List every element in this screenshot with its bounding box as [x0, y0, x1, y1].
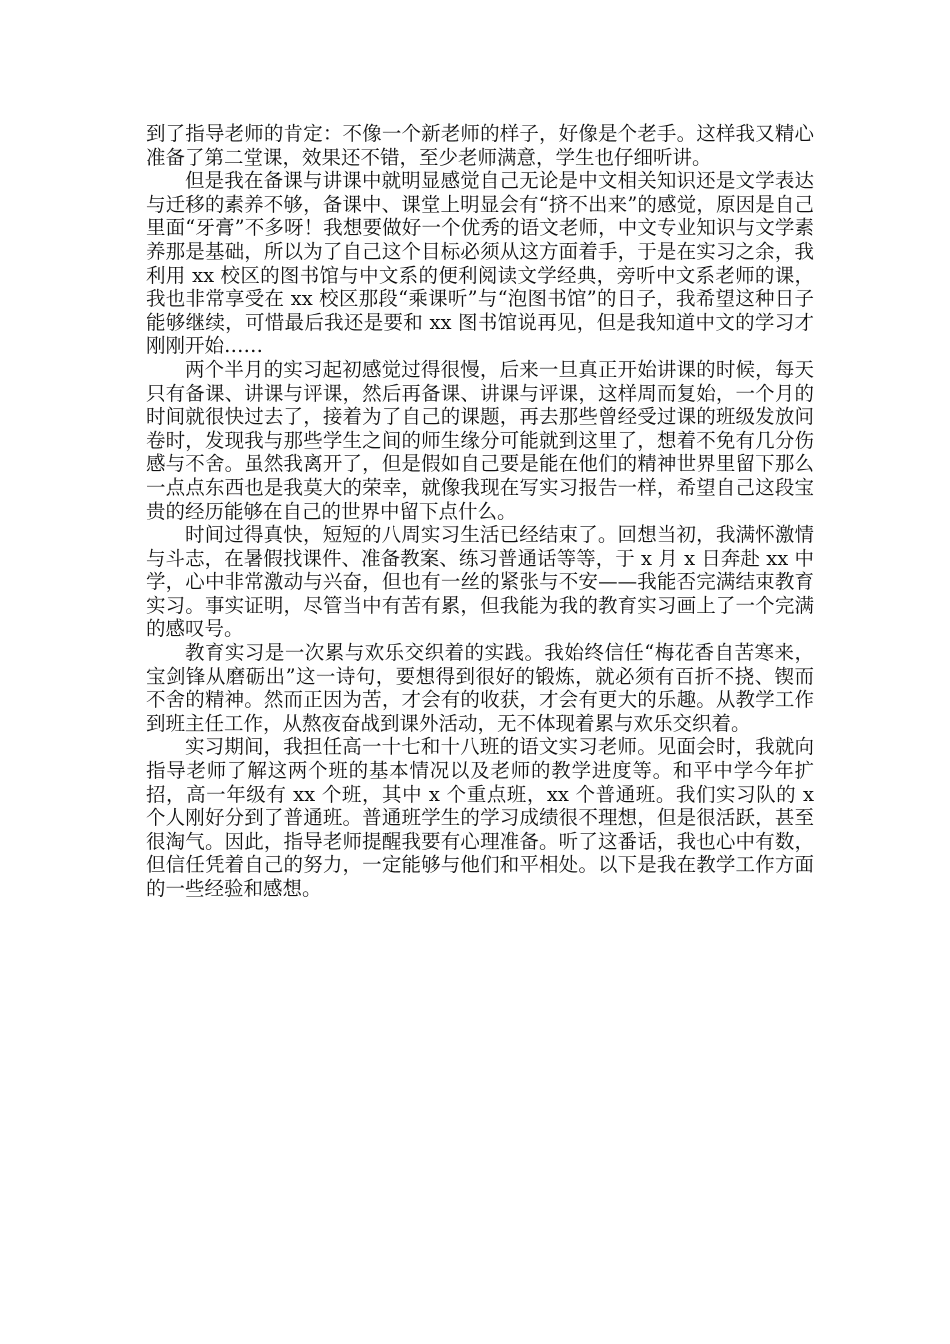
paragraph: 实习期间，我担任高一十七和十八班的语文实习老师。见面会时，我就向指导老师了解这两个班的基本情况以及老师的教学进度等。和平中学今年扩招，高一年级有 xx 个班，其中 x 个重点班，xx 个普通班。我们实习队的 x 个人刚好分到了普通班。普通班学生的学习成绩很不理想，但是很活跃，甚至很淘气。因此，指导老师提醒我要有心理准备。听了这番话，我也心中有数，但信任凭着自己的努力，一定能够与他们和平相处。以下是我在教学工作方面的一些经验和感想。 [146, 735, 814, 900]
paragraph-continuation: 到了指导老师的肯定：不像一个新老师的样子，好像是个老手。这样我又精心准备了第二堂课，效果还不错，至少老师满意，学生也仔细听讲。 [146, 122, 814, 169]
paragraph: 两个半月的实习起初感觉过得很慢，后来一旦真正开始讲课的时候，每天只有备课、讲课与评课，然后再备课、讲课与评课，这样周而复始，一个月的时间就很快过去了，接着为了自己的课题，再去那些曾经受过课的班级发放问卷时，发现我与那些学生之间的师生缘分可能就到这里了，想着不免有几分伤感与不舍。虽然我离开了，但是假如自己要是能在他们的精神世界里留下那么一点点东西也是我莫大的荣幸，就像我现在写实习报告一样，希望自己这段宝贵的经历能够在自己的世界中留下点什么。 [146, 357, 814, 523]
paragraph: 教育实习是一次累与欢乐交织着的实践。我始终信任“梅花香自苦寒来，宝剑锋从磨砺出”这一诗句，要想得到很好的锻炼，就必须有百折不挠、锲而不舍的精神。然而正因为苦，才会有的收获，才会有更大的乐趣。从教学工作到班主任工作，从熬夜奋战到课外活动，无不体现着累与欢乐交织着。 [146, 641, 814, 735]
document-body [146, 122, 814, 901]
paragraph: 但是我在备课与讲课中就明显感觉自己无论是中文相关知识还是文学表达与迁移的素养不够，备课中、课堂上明显会有“挤不出来”的感觉，原因是自己里面“牙膏”不多呀！我想要做好一个优秀的语文老师，中文专业知识与文学素养那是基础，所以为了自己这个目标必须从这方面着手，于是在实习之余，我利用 xx 校区的图书馆与中文系的便利阅读文学经典，旁听中文系老师的课，我也非常享受在 xx 校区那段“乘课听”与“泡图书馆”的日子，我希望这种日子能够继续，可惜最后我还是要和 xx 图书馆说再见，但是我知道中文的学习才刚刚开始…… [146, 169, 814, 358]
paragraph: 时间过得真快，短短的八周实习生活已经结束了。回想当初，我满怀激情与斗志，在暑假找课件、准备教案、练习普通话等等，于 x 月 x 日奔赴 xx 中学，心中非常激动与兴奋，但也有一丝的紧张与不安——我能否完满结束教育实习。事实证明，尽管当中有苦有累，但我能为我的教育实习画上了一个完满的感叹号。 [146, 523, 814, 641]
